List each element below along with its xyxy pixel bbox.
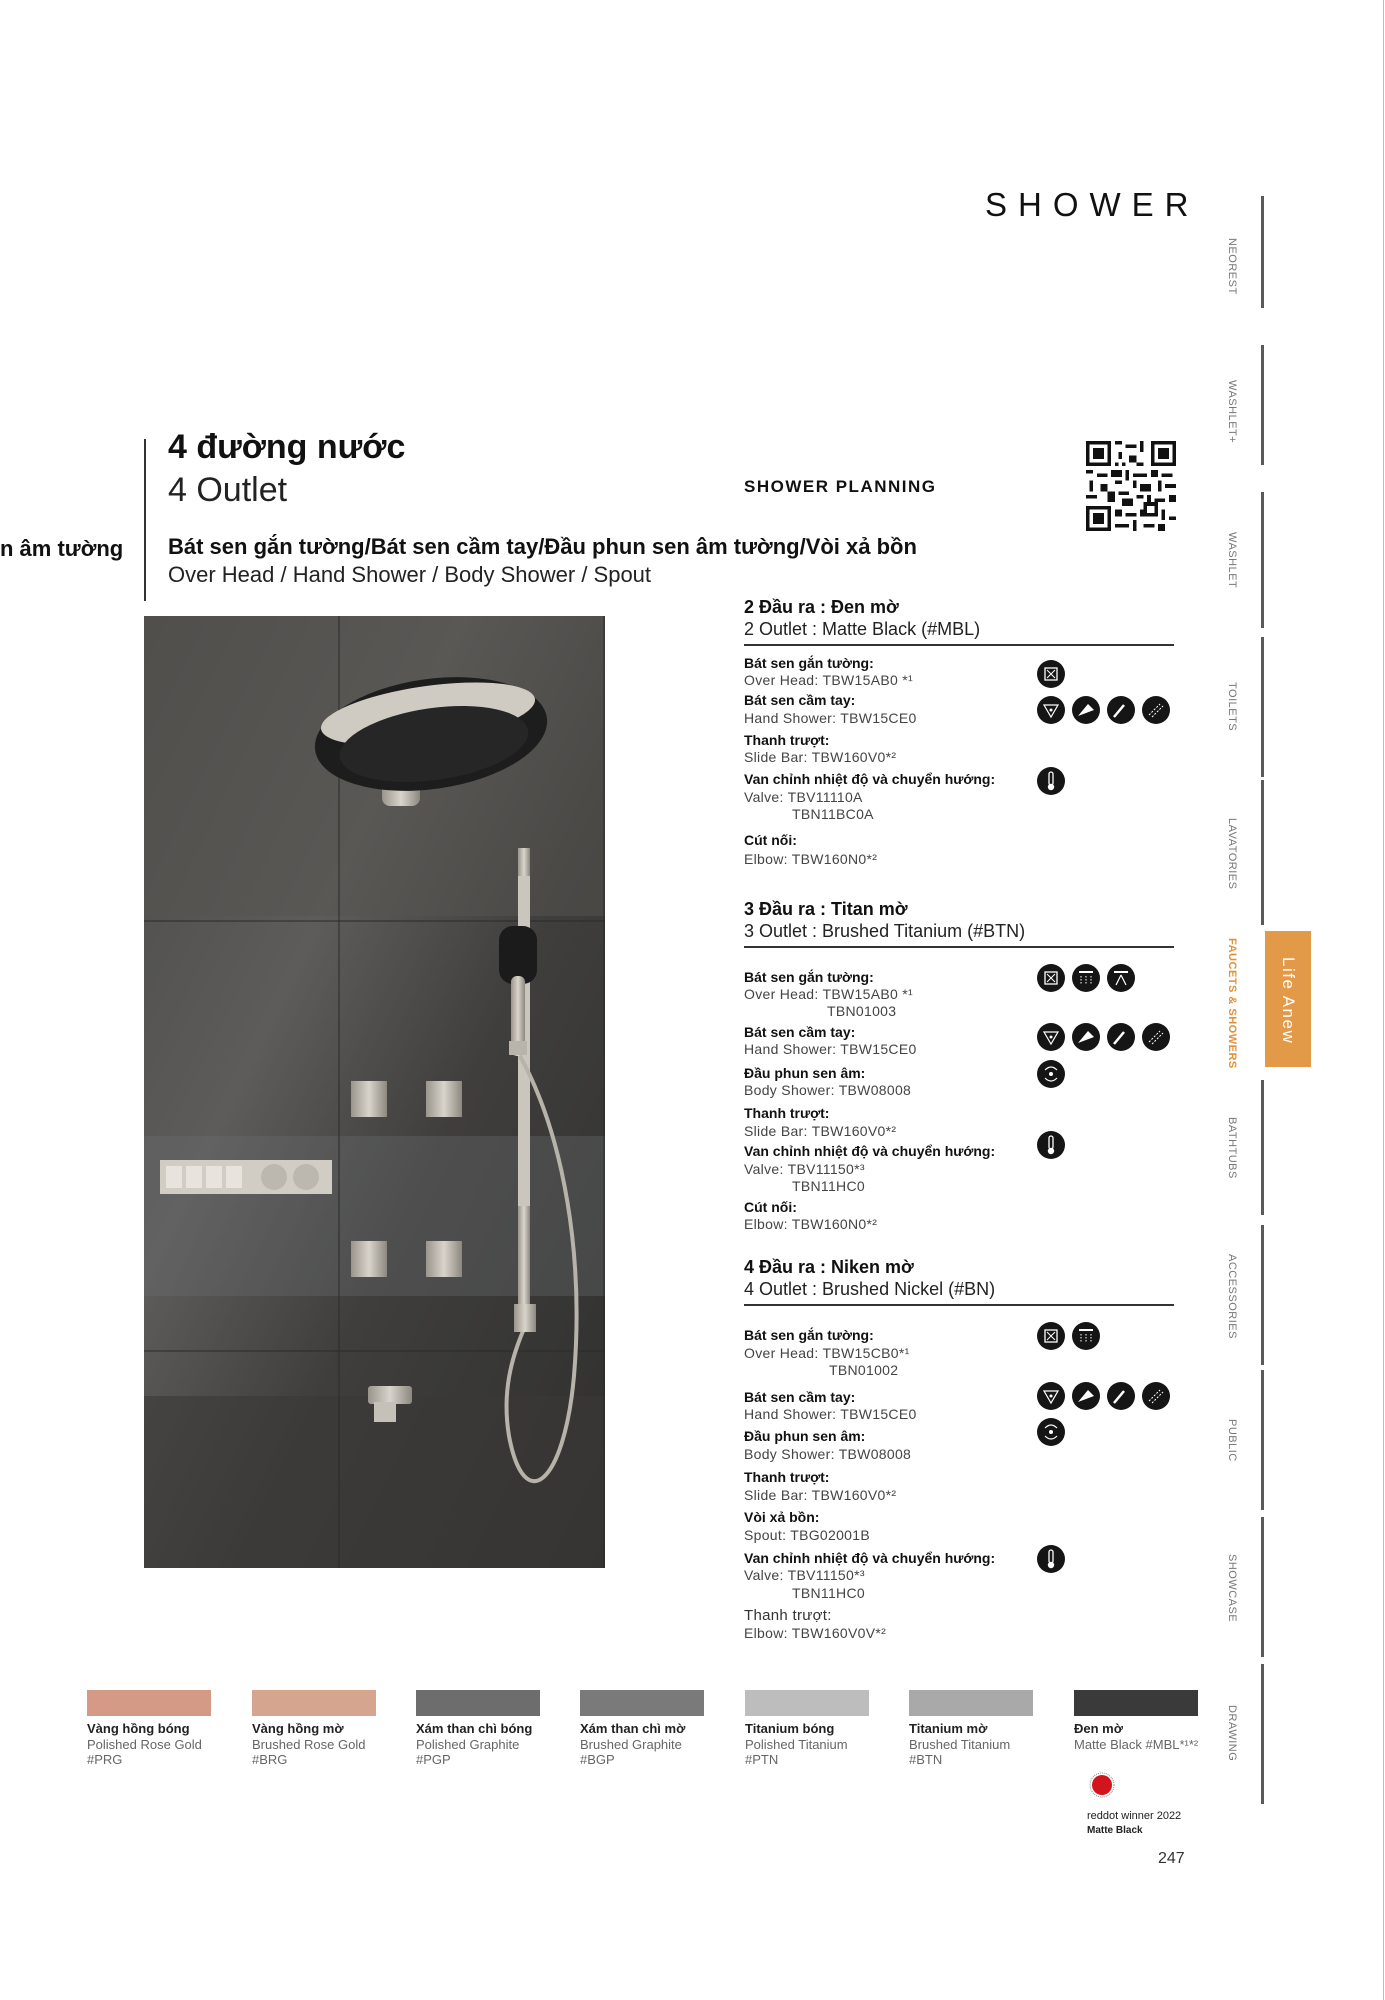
spec-label: Van chỉnh nhiệt độ và chuyển hướng:	[744, 1550, 996, 1566]
outlet-2-title-en: 3 Outlet : Brushed Titanium (#BTN)	[744, 921, 1026, 941]
heading-title-vi: 4 đường nước	[168, 428, 406, 466]
outlet-2-title-vi: 3 Đầu ra : Titan mờ	[744, 899, 908, 919]
product-photo	[144, 616, 605, 1568]
nav-divider	[1261, 637, 1264, 777]
spec-value-extra: TBN01003	[827, 1003, 897, 1019]
swatch-name-en: Brushed Titanium	[909, 1737, 1011, 1752]
spec-value-extra: TBN11BC0A	[792, 806, 874, 822]
swatch-name-en: Brushed Rose Gold	[252, 1737, 366, 1752]
rain-spray-icon	[1072, 964, 1100, 992]
spec-value: Elbow: TBW160N0*²	[744, 851, 878, 867]
swatch-name-vi: Đen mờ	[1074, 1721, 1123, 1736]
spec-label: Bát sen cầm tay:	[744, 1389, 856, 1405]
spec-label: Bát sen gắn tường:	[744, 969, 874, 985]
swatch-name-vi: Titanium bóng	[745, 1721, 835, 1736]
spec-label-plain: Thanh trượt:	[744, 1607, 832, 1624]
section-title: SHOWER	[985, 186, 1200, 223]
spec-value: Hand Shower: TBW15CE0	[744, 1406, 917, 1422]
spec-label: Đầu phun sen âm:	[744, 1428, 866, 1444]
spec-label: Thanh trượt:	[744, 1469, 830, 1485]
spec-value: Valve: TBV11150*³	[744, 1567, 865, 1583]
thermostat-icon	[1037, 767, 1065, 795]
qr-code-icon[interactable]	[1085, 441, 1177, 531]
swatch-code: #PGP	[416, 1752, 451, 1767]
hand-shower-spray-icon	[1072, 1023, 1100, 1051]
swatch-brushed-graphite[interactable]	[580, 1690, 704, 1716]
rain-spray-icon	[1037, 1382, 1065, 1410]
thermostat-icon	[1037, 1545, 1065, 1573]
outlet-3-title-vi: 4 Đầu ra : Niken mờ	[744, 1257, 914, 1277]
swatch-code: #PTN	[745, 1752, 779, 1767]
outlet-2-rule	[744, 946, 1174, 948]
nav-divider	[1261, 780, 1264, 925]
page-number: 247	[1158, 1850, 1185, 1867]
swatch-name-en: Matte Black #MBL*¹*²	[1074, 1737, 1199, 1752]
nav-divider	[1261, 1517, 1264, 1657]
swatch-code: #BGP	[580, 1752, 615, 1767]
outlet-1-title-vi: 2 Đầu ra : Đen mờ	[744, 597, 899, 617]
swatch-code: #BTN	[909, 1752, 943, 1767]
spec-value: Slide Bar: TBW160V0*²	[744, 1487, 897, 1503]
spec-value-extra: TBN11HC0	[792, 1178, 865, 1194]
page-edge	[1383, 0, 1384, 2000]
nav-divider	[1261, 196, 1264, 308]
hand-shower-spray-icon	[1072, 696, 1100, 724]
spec-label: Thanh trượt:	[744, 1105, 830, 1121]
nav-divider	[1261, 1225, 1264, 1365]
reddot-award-logo	[1087, 1770, 1117, 1800]
rain-spray-icon	[1072, 1322, 1100, 1350]
swatch-name-vi: Vàng hồng bóng	[87, 1721, 190, 1736]
nav-divider	[1261, 1664, 1264, 1804]
spec-value: Hand Shower: TBW15CE0	[744, 1041, 917, 1057]
nav-tab-label: Life Anew	[1279, 957, 1298, 1045]
mist-spray-icon	[1142, 1023, 1170, 1051]
massage-spray-icon	[1107, 696, 1135, 724]
spec-value: Over Head: TBW15AB0 *¹	[744, 986, 913, 1002]
swatch-code: #BRG	[252, 1752, 288, 1767]
swatch-name-en: Polished Rose Gold	[87, 1737, 202, 1752]
spec-label: Cút nối:	[744, 832, 797, 848]
spec-label: Cút nối:	[744, 1199, 797, 1215]
spec-value: Body Shower: TBW08008	[744, 1446, 912, 1462]
spec-value: Elbow: TBW160N0*²	[744, 1216, 878, 1232]
spec-value: Spout: TBG02001B	[744, 1527, 870, 1543]
spec-value: Over Head: TBW15AB0 *¹	[744, 672, 913, 688]
spec-value: Slide Bar: TBW160V0*²	[744, 749, 897, 765]
spec-label: Thanh trượt:	[744, 732, 830, 748]
spec-label: Bát sen gắn tường:	[744, 1327, 874, 1343]
swatch-name-en: Brushed Graphite	[580, 1737, 682, 1752]
heading-rule	[144, 439, 146, 601]
swatch-name-en: Polished Graphite	[416, 1737, 520, 1752]
thermostat-icon	[1037, 1131, 1065, 1159]
hand-shower-spray-icon	[1072, 1382, 1100, 1410]
spec-value: Valve: TBV11150*³	[744, 1161, 865, 1177]
swatch-polished-rose-gold[interactable]	[87, 1690, 211, 1716]
body-shower-icon	[1037, 1418, 1065, 1446]
swatch-name-vi: Xám than chì mờ	[580, 1721, 686, 1736]
spec-value: Valve: TBV11110A	[744, 789, 863, 805]
award-subtext: Matte Black	[1087, 1825, 1143, 1836]
overhead-icon	[1037, 660, 1065, 688]
outlet-3-title-en: 4 Outlet : Brushed Nickel (#BN)	[744, 1279, 996, 1299]
spec-value: Slide Bar: TBW160V0*²	[744, 1123, 897, 1139]
swatch-name-vi: Xám than chì bóng	[416, 1721, 533, 1736]
rain-spray-icon	[1037, 696, 1065, 724]
spec-label: Vòi xả bồn:	[744, 1509, 820, 1525]
swatch-name-en: Polished Titanium	[745, 1737, 848, 1752]
spec-label: Bát sen gắn tường:	[744, 655, 874, 671]
subtitle-vi: Bát sen gắn tường/Bát sen cầm tay/Đầu phun sen âm tường/Vòi xả bồn	[168, 534, 917, 559]
overhead-icon	[1037, 1322, 1065, 1350]
nav-active-tab[interactable]	[1265, 931, 1311, 1067]
cropped-heading-text: n âm tường	[0, 536, 124, 561]
subtitle-en: Over Head / Hand Shower / Body Shower / Spout	[168, 562, 652, 587]
outlet-1-rule	[744, 644, 1174, 646]
outlet-3-rule	[744, 1304, 1174, 1306]
swatch-name-vi: Titanium mờ	[909, 1721, 988, 1736]
spec-label: Van chỉnh nhiệt độ và chuyển hướng:	[744, 771, 996, 787]
spec-value-extra: TBN01002	[829, 1362, 899, 1378]
massage-spray-icon	[1107, 1382, 1135, 1410]
spec-label: Bát sen cầm tay:	[744, 692, 856, 708]
rain-spray-icon	[1037, 1023, 1065, 1051]
mist-spray-icon	[1142, 1382, 1170, 1410]
spec-value-extra: TBN11HC0	[792, 1585, 865, 1601]
massage-spray-icon	[1107, 1023, 1135, 1051]
heading-title-en: 4 Outlet	[168, 471, 288, 509]
spec-value: Body Shower: TBW08008	[744, 1082, 912, 1098]
swatch-code: #PRG	[87, 1752, 123, 1767]
swatch-brushed-rose-gold[interactable]	[252, 1690, 376, 1716]
nav-divider	[1261, 492, 1264, 628]
nav-divider	[1261, 345, 1264, 465]
swatch-name-vi: Vàng hồng mờ	[252, 1721, 344, 1736]
shower-planning-label: SHOWER PLANNING	[744, 477, 937, 496]
swatch-brushed-titanium[interactable]	[909, 1690, 1033, 1716]
spec-value: Hand Shower: TBW15CE0	[744, 710, 917, 726]
spec-value: Over Head: TBW15CB0*¹	[744, 1345, 910, 1361]
spec-label: Đầu phun sen âm:	[744, 1065, 866, 1081]
swatch-polished-graphite[interactable]	[416, 1690, 540, 1716]
body-shower-icon	[1037, 1060, 1065, 1088]
jet-spray-icon	[1107, 964, 1135, 992]
nav-divider	[1261, 1370, 1264, 1510]
nav-divider	[1261, 1080, 1264, 1215]
swatch-polished-titanium[interactable]	[745, 1690, 869, 1716]
award-text: reddot winner 2022	[1087, 1810, 1182, 1822]
spec-value: Elbow: TBW160V0V*²	[744, 1625, 887, 1641]
outlet-1-title-en: 2 Outlet : Matte Black (#MBL)	[744, 619, 981, 639]
spec-label: Van chỉnh nhiệt độ và chuyển hướng:	[744, 1143, 996, 1159]
overhead-icon	[1037, 964, 1065, 992]
swatch-matte-black[interactable]	[1074, 1690, 1198, 1716]
spec-label: Bát sen cầm tay:	[744, 1024, 856, 1040]
mist-spray-icon	[1142, 696, 1170, 724]
